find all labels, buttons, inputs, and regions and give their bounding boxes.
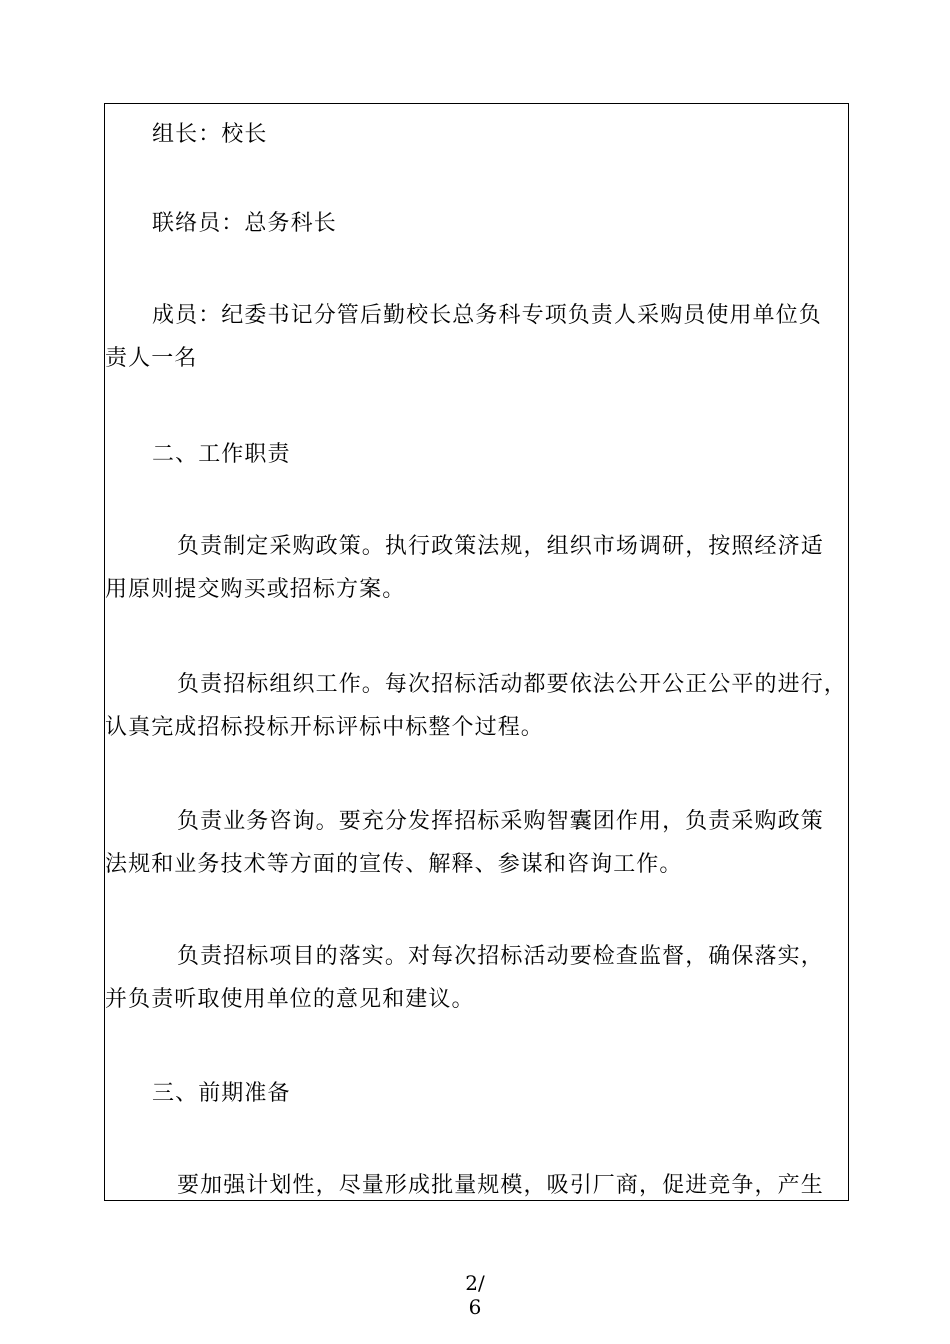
duty2-line-1: 负责招标组织工作。每次招标活动都要依法公开公正公平的进行， [177, 672, 847, 697]
leader-paragraph [105, 113, 850, 156]
duty1-paragraph [105, 525, 850, 611]
duty2-paragraph [105, 663, 850, 749]
duty1-line-1: 负责制定采购政策。执行政策法规，组织市场调研，按照经济适 [177, 534, 824, 559]
members-line-2: 责人一名 [105, 346, 198, 371]
members-paragraph [105, 294, 850, 380]
duty4-line-2: 并负责听取使用单位的意见和建议。 [105, 987, 475, 1012]
prep-line-1: 要加强计划性，尽量形成批量规模，吸引厂商，促进竞争，产生 [177, 1173, 824, 1198]
page-number [0, 1271, 950, 1319]
page-number-current: 2/ [465, 1271, 485, 1295]
duty3-paragraph [105, 800, 850, 886]
duty4-line-1: 负责招标项目的落实。对每次招标活动要检查监督，确保落实， [177, 944, 824, 969]
section3-heading [105, 1072, 850, 1115]
duty1-line-2: 用原则提交购买或招标方案。 [105, 577, 406, 602]
members-line-1: 成员：纪委书记分管后勤校长总务科专项负责人采购员使用单位负 [152, 303, 822, 328]
section2-heading-text: 二、工作职责 [152, 442, 291, 467]
leader-text: 组长：校长 [152, 122, 268, 147]
page-number-total: 6 [468, 1295, 482, 1319]
duty4-paragraph [105, 935, 850, 1021]
duty3-line-2: 法规和业务技术等方面的宣传、解释、参谋和咨询工作。 [105, 852, 683, 877]
duty3-line-1: 负责业务咨询。要充分发挥招标采购智囊团作用，负责采购政策 [177, 809, 824, 834]
prep-paragraph [105, 1164, 850, 1207]
duty2-line-2: 认真完成招标投标开标评标中标整个过程。 [105, 715, 544, 740]
section2-heading [105, 433, 850, 476]
section3-heading-text: 三、前期准备 [152, 1081, 291, 1106]
document-frame [104, 103, 849, 1201]
liaison-paragraph [105, 202, 850, 245]
liaison-text: 联络员：总务科长 [152, 211, 337, 236]
